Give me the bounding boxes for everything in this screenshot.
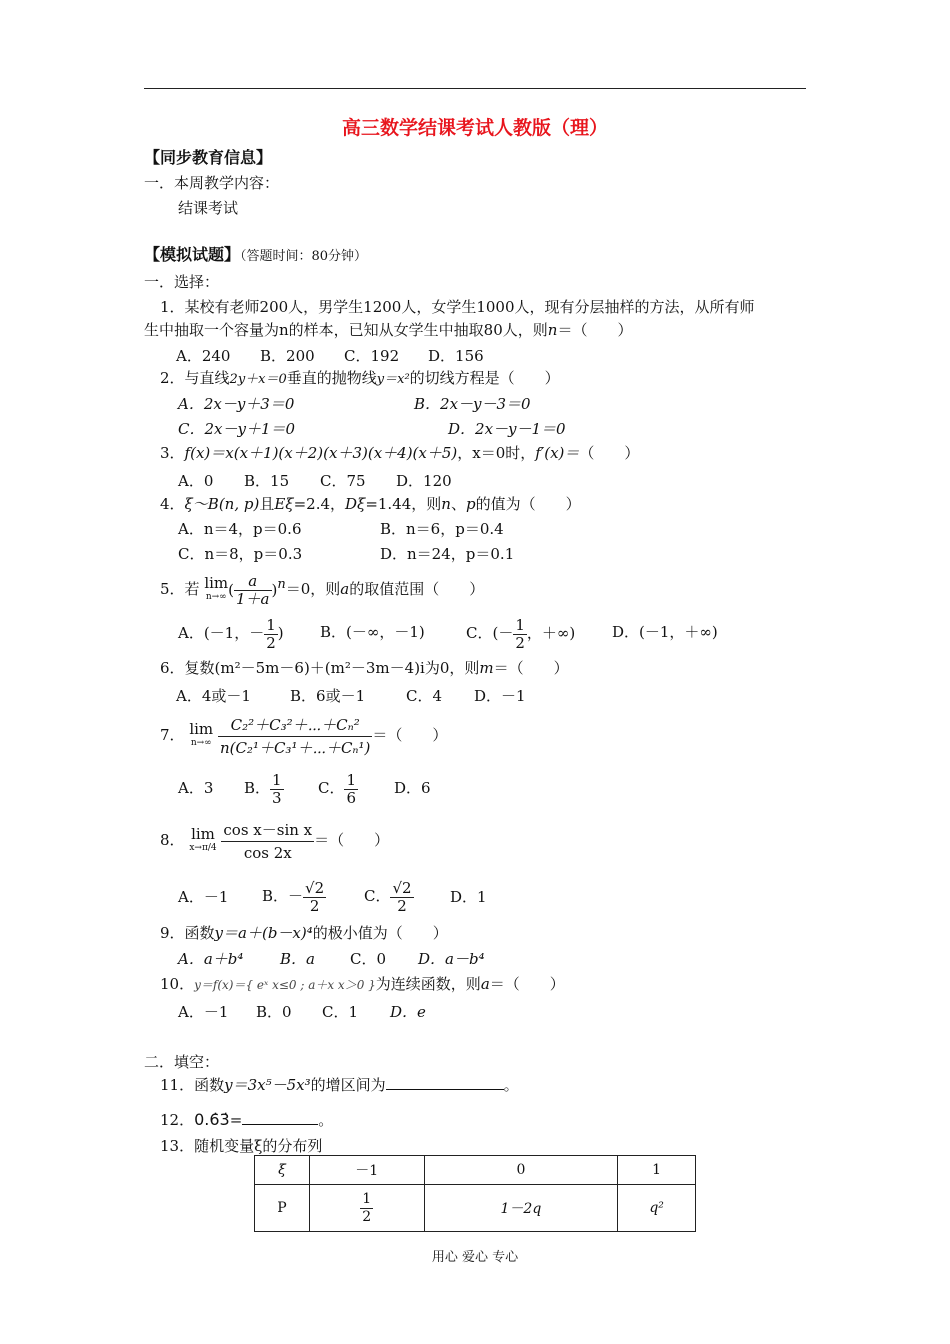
question-10: 10．y＝f(x)＝{ eˣ x≤0 ; a＋x x＞0 }为连续函数，则a＝（ ）	[160, 975, 565, 993]
q4-option-d: D．n＝24，p＝0.1	[380, 545, 515, 563]
table-row	[255, 1185, 696, 1232]
q6-option-b: B．6或－1	[290, 687, 366, 705]
section-heading-info: 【同步教育信息】	[144, 148, 273, 167]
q7-option-c: C． $\frac{1}{6}$	[318, 770, 357, 807]
table-cell: P	[255, 1185, 310, 1232]
question-1-line2: 生中抽取一个容量为n的样本，已知从女学生中抽取80人，则n＝（ ）	[144, 321, 633, 339]
q8-option-a: A．－1	[178, 888, 229, 906]
question-2: 2．与直线2y＋x＝0垂直的抛物线y＝x²的切线方程是（ ）	[160, 369, 560, 387]
week-content: 结课考试	[178, 199, 239, 217]
q5-option-a: A．(－1，－ $\frac{1}{2}$ )	[178, 615, 284, 652]
table-cell: 1	[618, 1156, 696, 1185]
q10-option-c: C．1	[322, 1003, 359, 1021]
q9-option-c: C．0	[350, 950, 387, 968]
page-footer: 用心 爱心 专心	[431, 1250, 519, 1265]
table-cell: $\frac{1}{2}$	[309, 1185, 424, 1232]
q7-option-d: D．6	[394, 779, 431, 797]
q4-option-a: A．n＝4，p＝0.6	[178, 520, 302, 538]
q3-option-d: D．120	[396, 472, 452, 490]
q4-option-c: C．n＝8，p＝0.3	[178, 545, 303, 563]
section-heading-test: 【模拟试题】	[144, 245, 241, 264]
page-title: 高三数学结课考试人教版（理）	[341, 117, 608, 139]
week-content-label: 一．本周教学内容：	[144, 174, 280, 192]
table-cell: －1	[309, 1156, 424, 1185]
question-11: 11．函数y＝3x⁵－5x³的增区间为 。	[160, 1076, 519, 1094]
q8-option-d: D．1	[450, 888, 487, 906]
q2-option-c: C．2x－y＋1＝0	[178, 420, 296, 438]
test-heading	[144, 245, 367, 267]
q4-option-b: B．n＝6，p＝0.4	[380, 520, 504, 538]
question-7: 7． lim n→∞ $\frac{\text{C₂²＋C₃²＋⋯＋Cₙ²}}{\text{n(C₂¹＋C₃¹＋⋯＋Cₙ¹)}}$ ＝（ ）	[160, 715, 448, 757]
q10-option-d: D．e	[390, 1003, 426, 1021]
q6-option-a: A．4或－1	[176, 687, 251, 705]
part1-label: 一．选择：	[144, 273, 220, 291]
q10-option-a: A．－1	[178, 1003, 229, 1021]
q9-option-d: D．a－b⁴	[418, 950, 485, 968]
q8-option-b: B．－ $\frac{√2}{2}$	[262, 878, 325, 915]
table-cell: ξ	[255, 1156, 310, 1185]
q2-option-a: A．2x－y＋3＝0	[178, 395, 295, 413]
question-1-line1: 1．某校有老师200人，男学生1200人，女学生1000人，现有分层抽样的方法，从所有师	[160, 298, 755, 316]
q10-option-b: B．0	[256, 1003, 292, 1021]
q5-option-b: B．(－∞，－1)	[320, 623, 425, 641]
table-cell: 0	[424, 1156, 618, 1185]
q8-option-c: C． $\frac{√2}{2}$	[364, 878, 412, 915]
q5-option-c: C．(－ $\frac{1}{2}$ ，＋∞)	[466, 615, 576, 652]
q11-answer-blank	[386, 1089, 504, 1090]
q1-option-c: C．192	[344, 347, 400, 365]
q9-option-a: A．a＋b⁴	[178, 950, 244, 968]
q1-option-d: D．156	[428, 347, 484, 365]
q1-option-a: A．240	[176, 347, 231, 365]
question-4: 4．ξ～B(n, p)且Eξ=2.4，Dξ=1.44，则n、p的值为（ ）	[160, 495, 581, 513]
distribution-table	[254, 1155, 696, 1232]
q5-fraction: $\frac{a}{1+a}$	[236, 571, 270, 608]
header-rule	[144, 88, 806, 89]
question-8: 8． lim x→π/4 $\frac{\text{cos x－sin x}}{\cos 2x}$ ＝（ ）	[160, 820, 390, 862]
q1-option-b: B．200	[260, 347, 315, 365]
test-time: （答题时间：80分钟）	[240, 249, 368, 264]
q2-option-b: B．2x－y－3＝0	[414, 395, 531, 413]
part2-label: 二．填空：	[144, 1053, 220, 1071]
question-13: 13．随机变量ξ的分布列	[160, 1137, 323, 1155]
q3-option-b: B．15	[244, 472, 290, 490]
question-12: 12．0.6̇3̇= 。	[160, 1110, 334, 1129]
question-3: 3．f(x)＝x(x＋1)(x＋2)(x＋3)(x＋4)(x＋5)，x＝0时，f′(x)＝（ ）	[160, 444, 640, 462]
q9-option-b: B．a	[280, 950, 315, 968]
table-cell: q²	[618, 1185, 696, 1232]
q8-fraction: $\frac{\text{cos x－sin x}}{\cos 2x}$	[223, 820, 313, 862]
question-6: 6．复数(m²－5m－6)＋(m²－3m－4)i为0，则m＝（ ）	[160, 659, 569, 677]
q6-option-c: C．4	[406, 687, 443, 705]
question-9: 9．函数y＝a＋(b－x)⁴的极小值为（ ）	[160, 924, 448, 942]
q12-answer-blank	[242, 1124, 318, 1125]
table-row	[255, 1156, 696, 1185]
q6-option-d: D．－1	[474, 687, 526, 705]
q5-option-d: D．(－1，＋∞)	[612, 623, 718, 641]
table-cell: 1－2q	[424, 1185, 618, 1232]
q7-option-a: A．3	[178, 779, 214, 797]
q3-option-a: A．0	[178, 472, 214, 490]
q2-option-d: D．2x－y－1＝0	[448, 420, 566, 438]
question-5: 5．若 lim n→∞ ( $\frac{a}{1+a}$ )$^n$＝0，则a的取值范围（ ）	[160, 571, 485, 608]
q3-option-c: C．75	[320, 472, 366, 490]
q7-option-b: B． $\frac{1}{3}$	[244, 770, 282, 807]
q7-fraction: $\frac{\text{C₂²＋C₃²＋⋯＋Cₙ²}}{\text{n(C₂¹＋C₃¹＋⋯＋Cₙ¹)}}$	[219, 715, 371, 757]
